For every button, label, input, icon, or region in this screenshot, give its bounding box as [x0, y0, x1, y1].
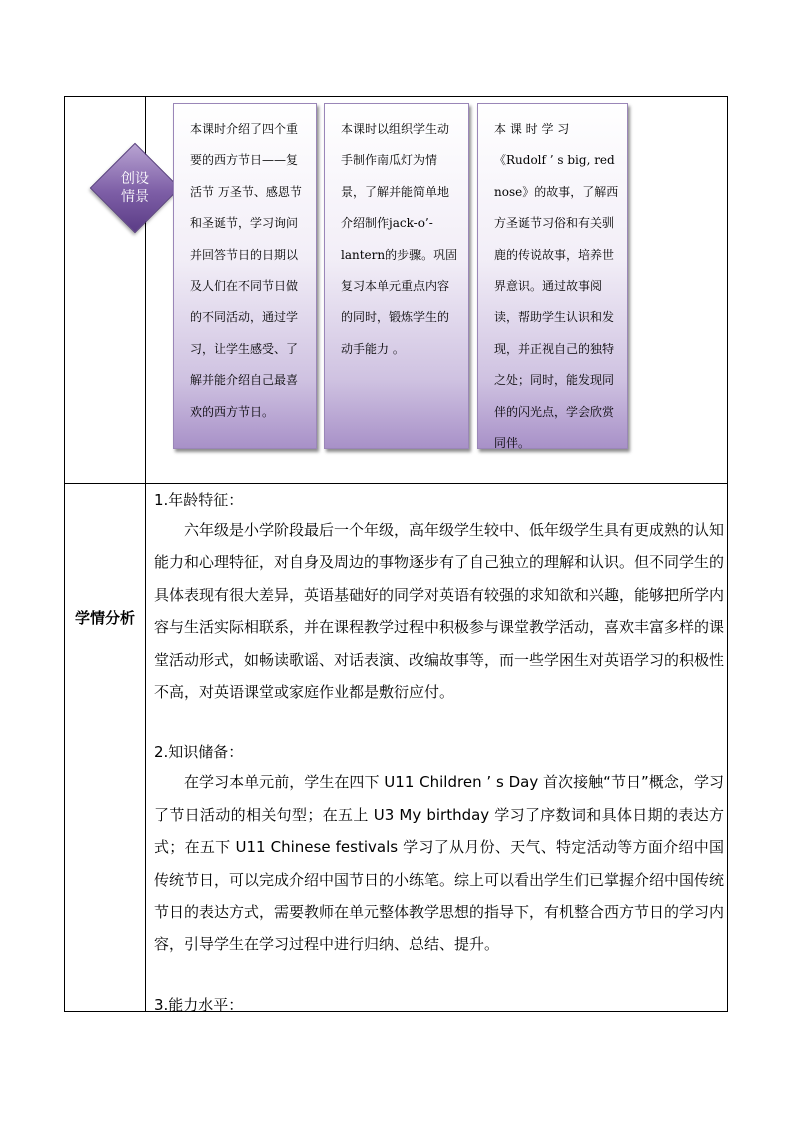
section-title: 2.知识储备：: [154, 743, 244, 762]
section-paragraph: 六年级是小学阶段最后一个年级，高年级学生较中、低年级学生具有更成熟的认知能力和心理特征，对自身及周边的事物逐步有了自己独立的理解和认识。但不同学生的具体表现有很大差异，英语基础好的同学对英语有较强的求知欲和兴趣，能够把所学内容与生活实际相联系，并在课程教学过程中积极参与课堂教学活动，喜欢丰富多样的课堂活动形式，如畅读歌谣、对话表演、改编故事等，而一些学困生对英语学习的积极性不高，对英语课堂或家庭作业都是敷衍应付。: [154, 521, 725, 702]
badge-line-2: 情景: [121, 189, 149, 205]
column-divider: [145, 97, 146, 1011]
scenario-badge-label: [111, 170, 159, 206]
card-text: 本 课 时 学 习《Rudolf ’ s big, red nose》的故事，了解西方圣诞节习俗和有关驯鹿的传说故事，培养世界意识。通过故事阅读，帮助学生认识和发现，并正视自己的独特之处；同时，能发现同伴的闪光点，学会欣赏同伴。: [494, 122, 619, 451]
scenario-card-1: [173, 103, 317, 449]
card-text: 本课时介绍了四个重要的西方节日——复活节 万圣节、感恩节和圣诞节，学习询问并回答节日的日期以及人们在不同节日做的不同活动，通过学习，让学生感受、了解并能介绍自己最喜欢的西方节日。: [190, 122, 302, 419]
row-label-analysis: 学情分析: [74, 609, 135, 627]
badge-line-1: 创设: [121, 171, 149, 187]
section-paragraph: 在学习本单元前，学生在四下 U11 Children ’ s Day 首次接触“节日”概念，学习了节日活动的相关句型；在五上 U3 My birthday 学习了序数词和具体日期的表达方式；在五下 U11 Chinese festivals 学习了从月份、天气、特定活动等方面介绍中国传统节日，可以完成介绍中国节日的小练笔。综上可以看出学生们已掌握介绍中国传统节日的表达方式，需要教师在单元整体教学思想的指导下，有机整合西方节日的学习内容，引导学生在学习过程中进行归纳、总结、提升。: [154, 773, 725, 954]
scenario-card-3: [477, 103, 628, 449]
card-text: 本课时以组织学生动手制作南瓜灯为情景，了解并能简单地介绍制作jack-o’-lantern的步骤。巩固复习本单元重点内容的同时，锻炼学生的动手能力 。: [341, 122, 458, 356]
section-title: 1.年龄特征：: [154, 491, 244, 509]
scenario-card-2: [324, 103, 469, 449]
analysis-content: [154, 486, 724, 1019]
section-title: 3.能力水平：: [154, 995, 244, 1014]
row-divider: [65, 483, 727, 484]
